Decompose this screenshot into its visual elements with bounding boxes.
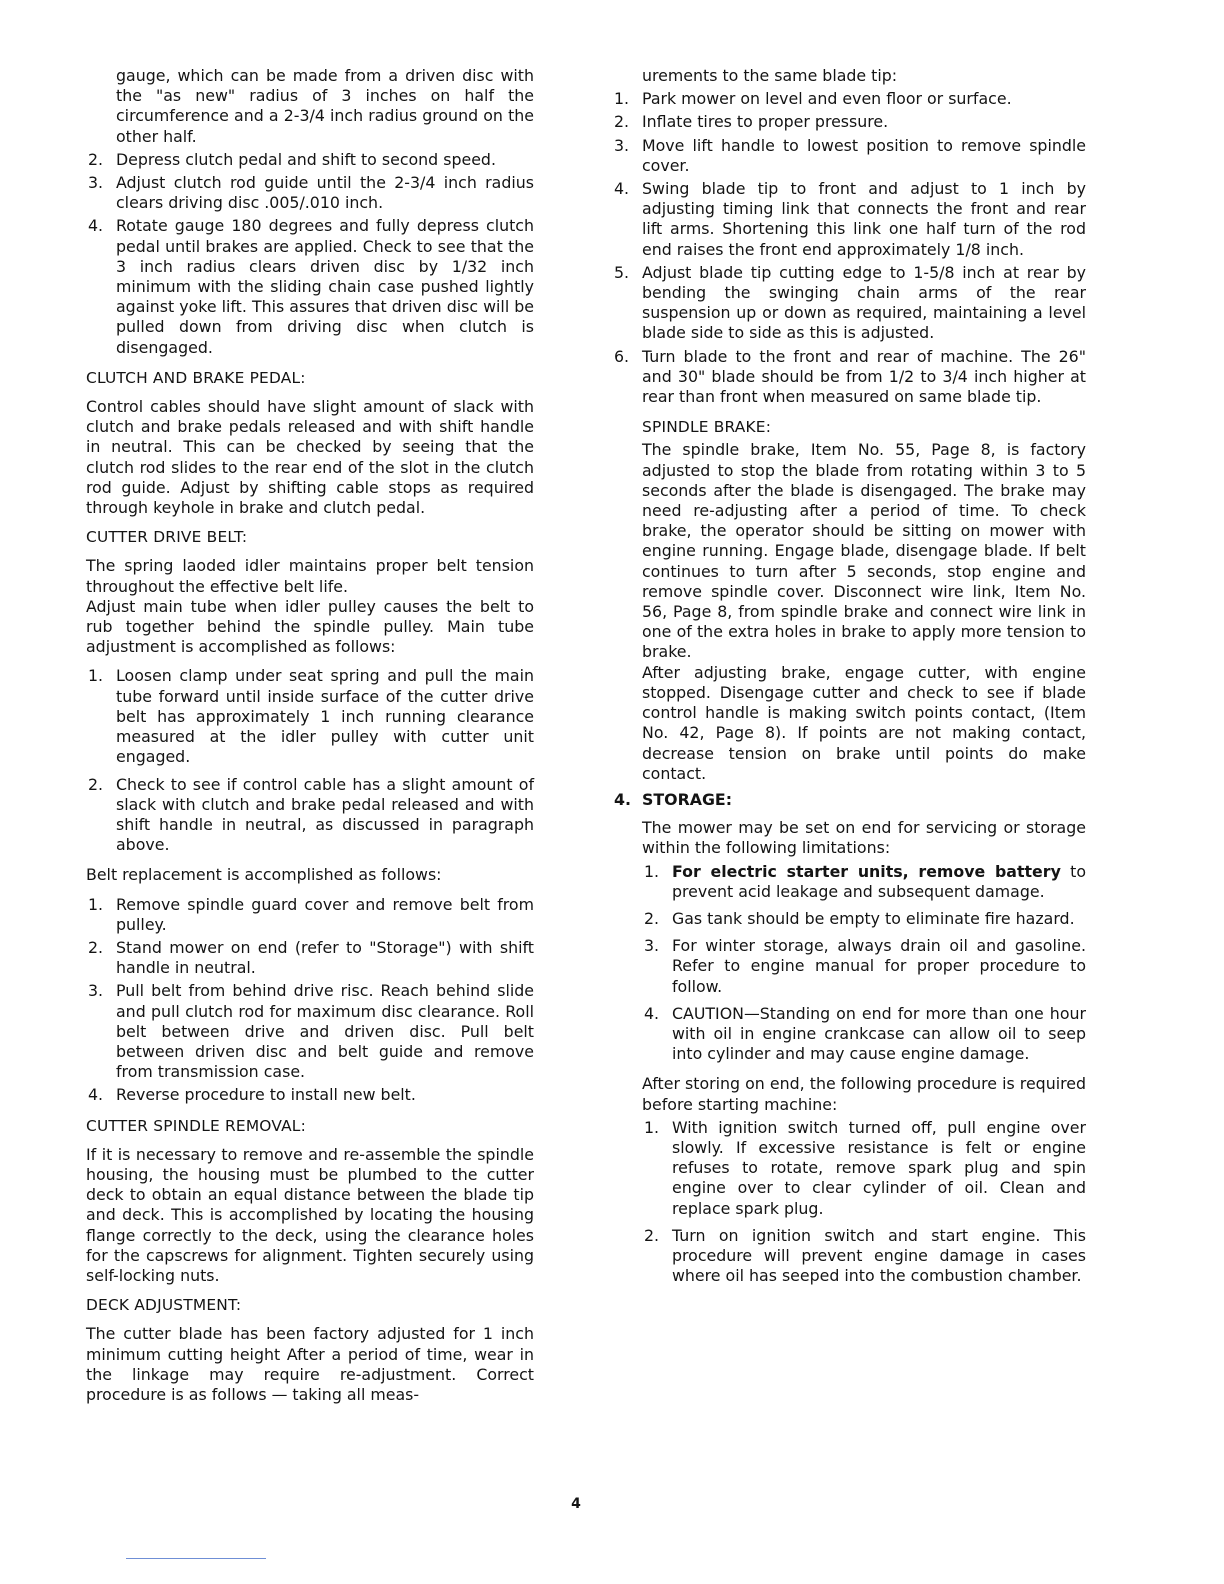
item-number: 1. xyxy=(644,861,660,881)
page-number: 4 xyxy=(571,1496,581,1512)
list-item xyxy=(86,173,534,213)
cutter-drive-body-2: Adjust main tube when idler pulley causes the belt to rub together behind the spindle pulley. Main tube adjustment is accomplished as follows: xyxy=(86,596,534,657)
list-item xyxy=(612,112,1086,132)
spindle-removal-heading: CUTTER SPINDLE REMOVAL: xyxy=(86,1116,306,1135)
list-item xyxy=(642,1004,1086,1065)
list-item xyxy=(642,1118,1086,1219)
item-number: 4. xyxy=(644,1003,660,1023)
list-item xyxy=(642,909,1086,929)
item-number: 1. xyxy=(88,666,104,686)
storage-steps-list xyxy=(612,862,1086,1065)
item-number: 3. xyxy=(88,173,104,193)
storage-body: The mower may be set on end for servicing or storage within the following limitations: xyxy=(642,818,1086,858)
item-text: to prevent acid leakage and subsequent damage. xyxy=(672,861,1086,901)
item-text: Park mower on level and even floor or surface. xyxy=(642,89,1012,109)
list-item xyxy=(612,179,1086,260)
item-text: Swing blade tip to front and adjust to 1 inch by adjusting timing link that connects the front and rear lift arms. Shortening this link one half turn of the rod end raises the front end approximately 1/8 inch. xyxy=(642,179,1086,259)
right-column xyxy=(612,66,1086,1296)
item-number: 6. xyxy=(614,346,630,366)
list-item xyxy=(86,1085,534,1105)
item-number: 4. xyxy=(88,1085,104,1105)
cutter-drive-belt-heading: CUTTER DRIVE BELT: xyxy=(86,528,248,547)
after-storing-body: After storing on end, the following procedure is required before starting machine: xyxy=(642,1074,1086,1114)
footer-rule xyxy=(126,1558,266,1559)
item-text: Stand mower on end (refer to "Storage") with shift handle in neutral. xyxy=(116,937,534,978)
storage-heading xyxy=(612,790,1086,810)
list-item xyxy=(86,216,534,357)
item-number: 2. xyxy=(644,1225,660,1245)
list-item xyxy=(642,1226,1086,1287)
item-bold-text: For electric starter units, remove battery xyxy=(672,861,1061,881)
list-item xyxy=(642,862,1086,902)
deck-steps-list xyxy=(612,89,1086,407)
item-text: Remove spindle guard cover and remove belt from pulley. xyxy=(116,894,534,934)
list-item xyxy=(86,981,534,1082)
cutter-steps-list xyxy=(86,666,534,855)
item-number: 2. xyxy=(88,937,104,957)
item-text: Loosen clamp under seat spring and pull the main tube forward until inside surface of the cutter drive belt has approximately 1 inch running clearance measured at the idler pulley with cutter unit engaged. xyxy=(116,666,534,767)
item-number: 4. xyxy=(88,216,104,236)
list-item xyxy=(642,936,1086,997)
item-number: 2. xyxy=(88,149,104,169)
intro-continuation: gauge, which can be made from a driven disc with the "as new" radius of 3 inches on half the circumference and a 2-3/4 inch radius ground on the other half. xyxy=(116,66,534,146)
deck-adjustment-body: The cutter blade has been factory adjusted for 1 inch minimum cutting height After a period of time, wear in the linkage may require re-adjustment. Correct procedure is as follows — taking all meas- xyxy=(86,1324,534,1404)
belt-steps-list xyxy=(86,895,534,1106)
clutch-brake-body: Control cables should have slight amount of slack with clutch and brake pedals released and with shift handle in neutral. This can be checked by seeing that the clutch rod slides to the rear end of the slot in the clutch rod guide. Adjust by shifting cable stops as required through keyhole in brake and clutch pedal. xyxy=(86,397,534,518)
item-text: Gas tank should be empty to eliminate fire hazard. xyxy=(672,908,1075,928)
item-text: Check to see if control cable has a slight amount of slack with clutch and brake pedal released and with shift handle in neutral, as discussed in paragraph above. xyxy=(116,774,534,855)
item-text: Rotate gauge 180 degrees and fully depress clutch pedal until brakes are applied. Check to see that the 3 inch radius clears driven disc by 1/32 inch minimum with the sliding chain case pushed lightly against yoke lift. This assures that driven disc will be pulled down from driving disc when clutch is disengaged. xyxy=(116,216,534,357)
item-text: Reverse procedure to install new belt. xyxy=(116,1085,416,1105)
after-steps-list xyxy=(612,1118,1086,1287)
item-number: 3. xyxy=(614,135,630,155)
list-item xyxy=(86,938,534,978)
section-number: 4. xyxy=(614,789,631,809)
item-number: 1. xyxy=(644,1117,660,1137)
item-number: 1. xyxy=(614,89,630,109)
deck-adjustment-heading: DECK ADJUSTMENT: xyxy=(86,1296,242,1315)
list-item xyxy=(86,150,534,170)
item-number: 4. xyxy=(614,179,630,199)
item-text: CAUTION—Standing on end for more than one hour with oil in engine crankcase can allow oil to seep into cylinder and may cause engine damage. xyxy=(672,1003,1086,1064)
item-text: Move lift handle to lowest position to remove spindle cover. xyxy=(642,135,1086,175)
item-number: 2. xyxy=(614,112,630,132)
spindle-brake-heading: SPINDLE BRAKE: xyxy=(642,418,772,437)
item-text: Pull belt from behind drive risc. Reach behind slide and pull clutch rod for maximum disc clearance. Roll belt between drive and driven disc. Pull belt between driven disc and belt guide and remove from transmission case. xyxy=(116,981,534,1082)
item-number: 2. xyxy=(644,908,660,928)
item-text: Inflate tires to proper pressure. xyxy=(642,112,889,132)
list-item xyxy=(86,775,534,856)
item-text: Adjust clutch rod guide until the 2-3/4 inch radius clears driving disc .005/.010 inch. xyxy=(116,173,534,213)
spindle-brake-body-2: After adjusting brake, engage cutter, with engine stopped. Disengage cutter and check to see if blade control handle is making switch points contact, (Item No. 42, Page 8). If points are not making contact, decrease tension on brake until points do make contact. xyxy=(642,662,1086,783)
deck-continuation: urements to the same blade tip: xyxy=(642,66,898,85)
clutch-brake-heading: CLUTCH AND BRAKE PEDAL: xyxy=(86,368,306,387)
spindle-brake-body-1: The spindle brake, Item No. 55, Page 8, is factory adjusted to stop the blade from rotating within 3 to 5 seconds after the blade is disengaged. The brake may need re-adjusting after a period of time. To check brake, the operator should be sitting on mower with engine running. Engage blade, disengage blade. If belt continues to turn after 5 seconds, stop engine and remove spindle cover. Disconnect wire link, Item No. 56, Page 8, from spindle brake and connect wire link in one of the extra holes in brake to apply more tension to brake. xyxy=(642,440,1086,662)
item-text: Adjust blade tip cutting edge to 1-5/8 inch at rear by bending the swinging chain arms of the rear suspension up or down as required, maintaining a level blade side to side as this is adjusted. xyxy=(642,262,1086,343)
list-item xyxy=(86,666,534,767)
item-text: Turn blade to the front and rear of machine. The 26" and 30" blade should be from 1/2 to 3/4 inch higher at rear than front when measured on same blade tip. xyxy=(642,346,1086,407)
left-column xyxy=(86,66,534,1414)
storage-heading-text: STORAGE: xyxy=(642,789,733,809)
cutter-drive-body-1: The spring laoded idler maintains proper belt tension throughout the effective belt life. xyxy=(86,556,534,596)
item-text: For winter storage, always drain oil and gasoline. Refer to engine manual for proper procedure to follow. xyxy=(672,936,1086,996)
item-number: 3. xyxy=(644,936,660,956)
list-item xyxy=(86,895,534,935)
intro-steps-list xyxy=(86,150,534,358)
belt-replacement-intro: Belt replacement is accomplished as follows: xyxy=(86,865,442,885)
list-item xyxy=(612,263,1086,344)
item-text: Depress clutch pedal and shift to second speed. xyxy=(116,149,496,169)
item-number: 5. xyxy=(614,262,630,282)
list-item xyxy=(612,136,1086,176)
spindle-removal-body: If it is necessary to remove and re-assemble the spindle housing, the housing must be plumbed to the cutter deck to obtain an equal distance between the blade tip and deck. This is accomplished by locating the housing flange correctly to the deck, using the clearance holes for the capscrews for alignment. Tighten securely using self-locking nuts. xyxy=(86,1144,534,1285)
list-item xyxy=(612,89,1086,109)
item-text: With ignition switch turned off, pull engine over slowly. If excessive resistance is felt or engine refuses to rotate, remove spark plug and spin engine over to clear cylinder of oil. Clean and replace spark plug. xyxy=(672,1117,1086,1218)
list-item xyxy=(612,347,1086,408)
item-number: 2. xyxy=(88,774,104,794)
item-number: 3. xyxy=(88,981,104,1001)
item-number: 1. xyxy=(88,894,104,914)
item-text: Turn on ignition switch and start engine. This procedure will prevent engine damage in cases where oil has seeped into the combustion chamber. xyxy=(672,1225,1086,1286)
